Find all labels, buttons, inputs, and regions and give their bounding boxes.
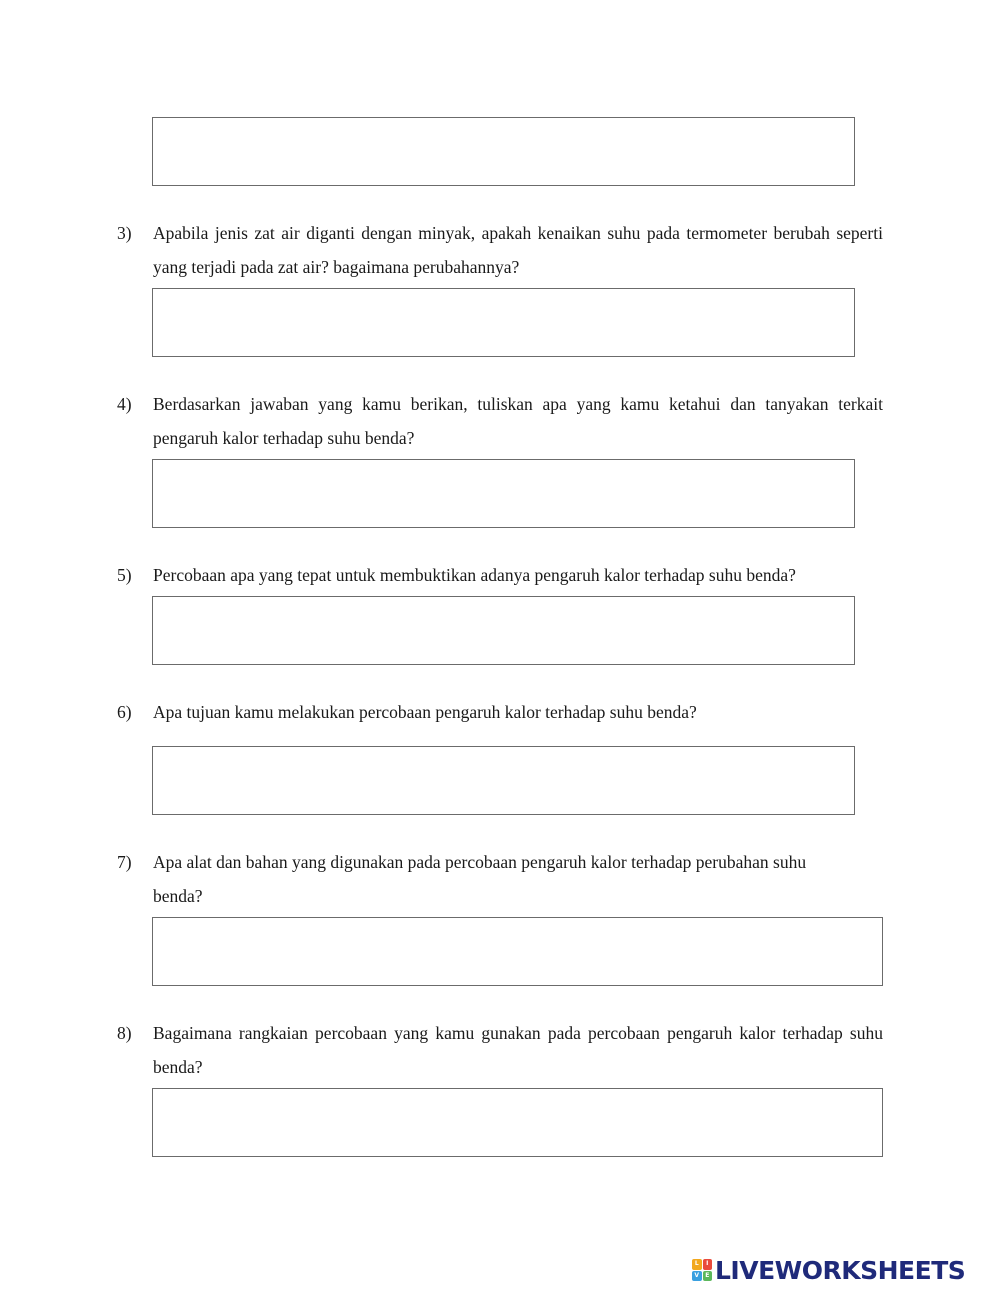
- question-number: 3): [117, 223, 132, 243]
- question-text: Apa tujuan kamu melakukan percobaan pengaruh kalor terhadap suhu benda?: [153, 702, 697, 722]
- question-text: Bagaimana rangkaian percobaan yang kamu gunakan pada percobaan pengaruh kalor terhadap suhu benda?: [153, 1023, 883, 1077]
- question-text: Percobaan apa yang tepat untuk membuktikan adanya pengaruh kalor terhadap suhu benda?: [153, 565, 796, 585]
- liveworksheets-logo: [692, 1255, 965, 1285]
- question-7: [117, 845, 887, 913]
- liveworksheets-logo-icon: L I V E: [692, 1259, 712, 1281]
- logo-text: LIVEWORKSHEETS: [715, 1255, 966, 1285]
- question-text: Berdasarkan jawaban yang kamu berikan, tuliskan apa yang kamu ketahui dan tanyakan terkait pengaruh kalor terhadap suhu benda?: [153, 394, 883, 448]
- question-number: 5): [117, 565, 132, 585]
- question-8: [117, 1016, 887, 1084]
- question-6: [117, 695, 887, 729]
- question-3: [117, 216, 887, 284]
- answer-box-q8[interactable]: [152, 1088, 883, 1157]
- question-5: [117, 558, 887, 592]
- question-number: 4): [117, 394, 132, 414]
- question-text: Apabila jenis zat air diganti dengan minyak, apakah kenaikan suhu pada termometer berubah seperti yang terjadi pada zat air? bagaimana perubahannya?: [153, 223, 883, 277]
- answer-box-q3[interactable]: [152, 288, 855, 357]
- question-text: Apa alat dan bahan yang digunakan pada percobaan pengaruh kalor terhadap perubahan suhu benda?: [153, 852, 807, 906]
- answer-box-q4[interactable]: [152, 459, 855, 528]
- answer-box-q2[interactable]: [152, 117, 855, 186]
- answer-box-q5[interactable]: [152, 596, 855, 665]
- question-number: 8): [117, 1023, 132, 1043]
- question-number: 7): [117, 852, 132, 872]
- question-4: [117, 387, 887, 455]
- answer-box-q6[interactable]: [152, 746, 855, 815]
- answer-box-q7[interactable]: [152, 917, 883, 986]
- question-number: 6): [117, 702, 132, 722]
